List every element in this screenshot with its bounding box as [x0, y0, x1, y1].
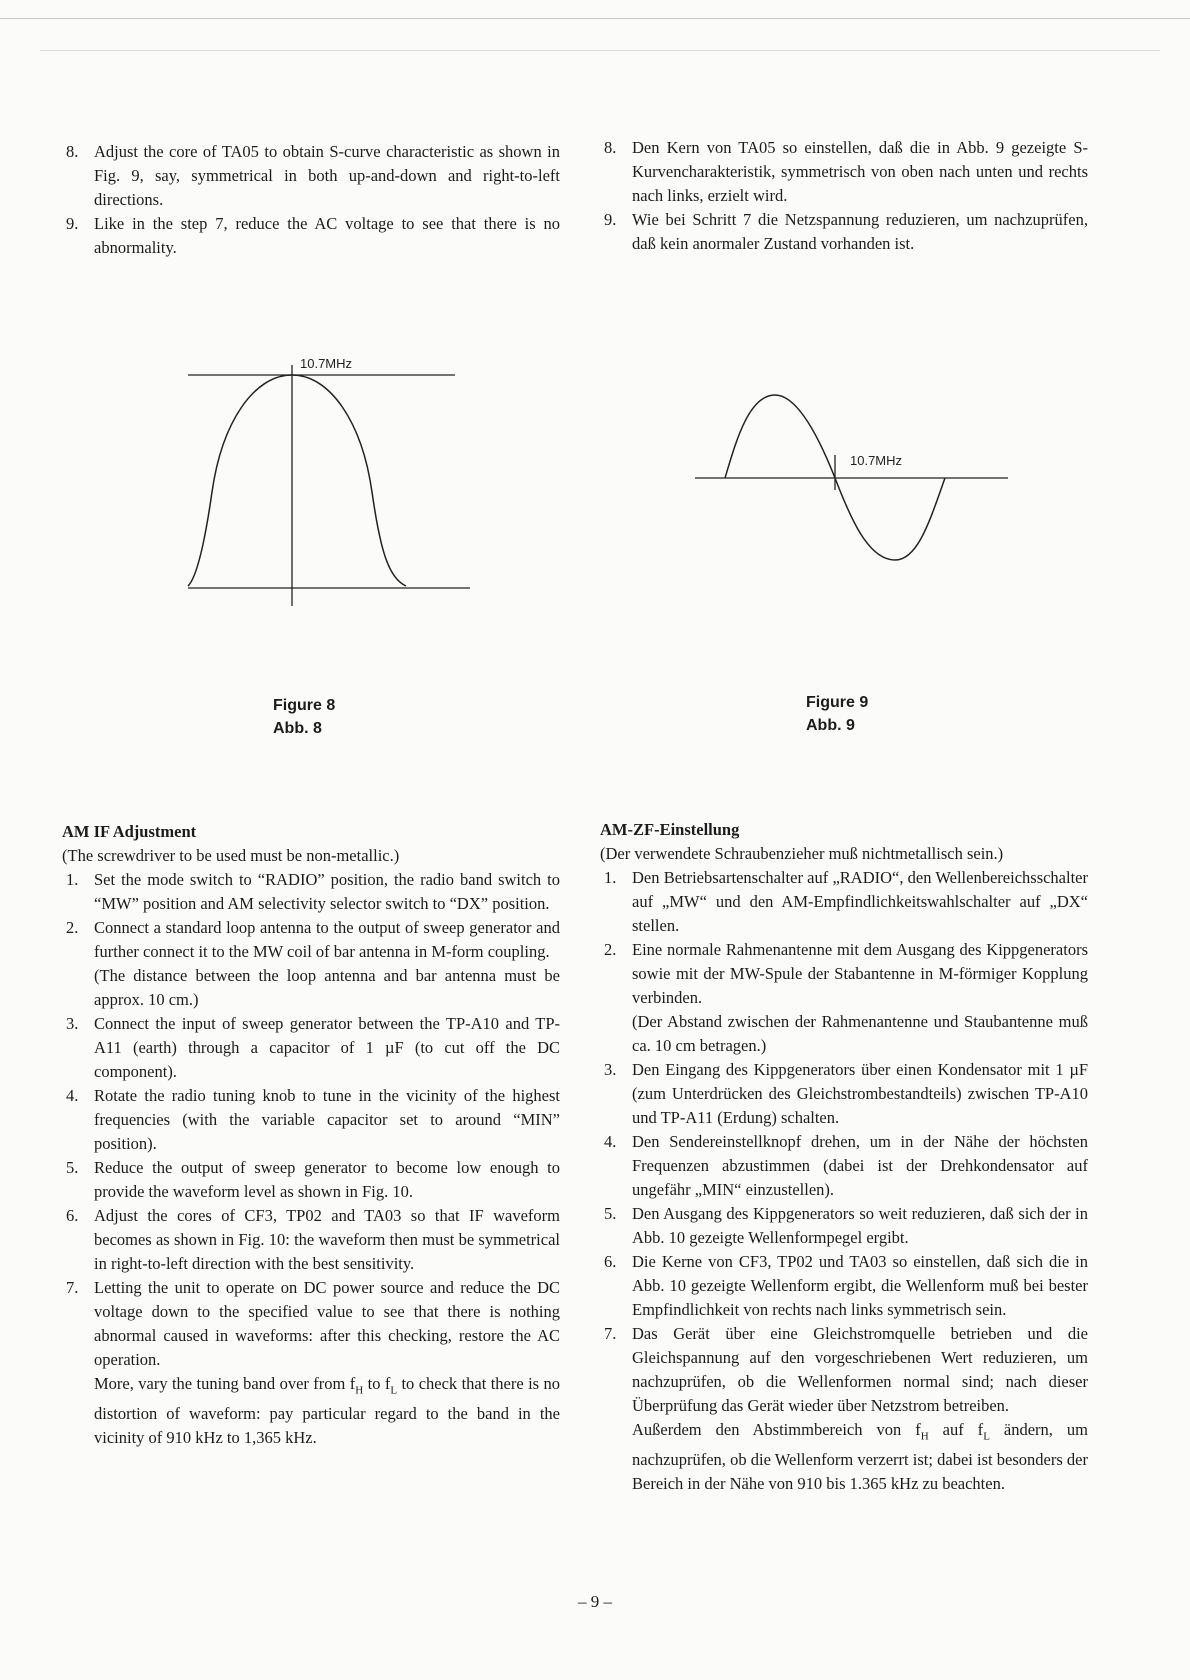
- step-2-note: (The distance between the loop antenna and bar antenna must be approx. 10 cm.): [94, 966, 560, 1009]
- step-item: 3. Den Eingang des Kippgenerators über einen Kondensator mit 1 µF (zum Unterdrücken des Gleichstrombestandteils) zwischen TP-A10 und TP-A11 (Erdung) schalten.: [604, 1060, 1088, 1127]
- figure-9-diagram: [690, 385, 1020, 570]
- figure-9-caption-en: Figure 9: [806, 694, 869, 711]
- figure-8-frequency-label: 10.7MHz: [300, 356, 353, 371]
- figure-9-caption-de: Abb. 9: [806, 717, 855, 734]
- step-item: 8. Adjust the core of TA05 to obtain S-curve characteristic as shown in Fig. 9, say, symmetrical in both up-and-down and right-to-left directions.: [66, 142, 560, 209]
- step-item: 5. Reduce the output of sweep generator to become low enough to provide the waveform level as shown in Fig. 10.: [66, 1158, 560, 1201]
- section-heading: AM IF Adjustment: [62, 822, 197, 841]
- figure-8-diagram: [170, 350, 490, 620]
- step-item: 5. Den Ausgang des Kippgenerators so weit reduzieren, daß sich der in Abb. 10 gezeigte Wellenformpegel ergibt.: [604, 1204, 1088, 1247]
- figure-9-caption: [806, 691, 868, 737]
- figure-8-caption-de: Abb. 8: [273, 720, 322, 737]
- step-item: 3. Connect the input of sweep generator between the TP-A10 and TP-A11 (earth) through a capacitor of 1 µF (to cut off the DC component).: [66, 1014, 560, 1081]
- step-item: 4. Rotate the radio tuning knob to tune in the vicinity of the highest frequencies (with the variable capacitor set to around “MIN” position).: [66, 1086, 560, 1153]
- section-heading: AM-ZF-Einstellung: [600, 820, 740, 839]
- figure-9-frequency-label: 10.7MHz: [850, 453, 903, 468]
- section-intro: (Der verwendete Schraubenzieher muß nichtmetallisch sein.): [600, 844, 1004, 863]
- figure-8-response-curve: [188, 375, 406, 586]
- step-item: 6. Die Kerne von CF3, TP02 und TA03 so einstellen, daß sich die in Abb. 10 gezeigte Wellenform ergibt, die Wellenform muß bei bester Empfindlichkeit von rechts nach links symmetrisch sein.: [604, 1252, 1088, 1319]
- figure-8-caption-en: Figure 8: [273, 697, 336, 714]
- am-if-adjustment-english: [62, 820, 560, 1450]
- figure-8-caption: [273, 694, 335, 740]
- step-item: 1. Set the mode switch to “RADIO” position, the radio band switch to “MW” position and AM selectivity selector switch to “DX” position.: [66, 870, 560, 913]
- am-zf-einstellung-german: [600, 818, 1088, 1496]
- step-item: 4. Den Sendereinstellknopf drehen, um in der Nähe der höchsten Frequenzen abzustimmen (dabei ist der Drehkondensator auf ungefähr „MIN“ einzustellen).: [604, 1132, 1088, 1199]
- page-number: – 9 –: [578, 1592, 612, 1611]
- step-item: 1. Den Betriebsartenschalter auf „RADIO“, den Wellenbereichsschalter auf „MW“ und den AM-Empfindlichkeitswahlschalter auf „DX“ stellen.: [604, 868, 1088, 935]
- step-7-continuation: More, vary the tuning band over from $f_H$ to $f_L$ to check that there is no distortion of waveform: pay particular regard to the band in the vicinity of 910 kHz to 1,365 kHz.: [94, 1374, 560, 1448]
- step-7-continuation: Außerdem den Abstimmbereich von $f_H$ auf $f_L$ ändern, um nachzuprüfen, ob die Wellenform verzerrt ist; dabei ist besonders der Bereich in der Nähe von 910 bis 1.365 kHz zu beachten.: [632, 1420, 1088, 1494]
- top-steps-german: [600, 136, 1088, 256]
- step-item: 9. Wie bei Schritt 7 die Netzspannung reduzieren, um nachzuprüfen, daß kein anormaler Zustand vorhanden ist.: [604, 210, 1088, 253]
- section-intro: (The screwdriver to be used must be non-metallic.): [62, 846, 400, 865]
- step-item: 8. Den Kern von TA05 so einstellen, daß die in Abb. 9 gezeigte S-Kurvencharakteristik, symmetrisch von oben nach unten und rechts nach links, erzielt wird.: [604, 138, 1088, 205]
- top-rule-secondary: [40, 50, 1160, 51]
- top-steps-english: [62, 140, 560, 260]
- top-rule: [0, 18, 1190, 19]
- step-item: 9. Like in the step 7, reduce the AC voltage to see that there is no abnormality.: [66, 214, 560, 257]
- step-item: 6. Adjust the cores of CF3, TP02 and TA03 so that IF waveform becomes as shown in Fig. 10: the waveform then must be symmetrical in right-to-left direction with the best sensitivity.: [66, 1206, 560, 1273]
- step-2-note: (Der Abstand zwischen der Rahmenantenne und Staubantenne muß ca. 10 cm betragen.): [632, 1012, 1088, 1055]
- step-item: 7. Das Gerät über eine Gleichstromquelle betrieben und die Gleichspannung auf den vorgeschriebenen Wert reduzieren, um nachzuprüfen, ob die Wellenformen normal sind; nach dieser Überprüfung das Gerät wieder über Netzstrom betreiben.: [604, 1324, 1088, 1415]
- step-item: 2. Connect a standard loop antenna to the output of sweep generator and further connect it to the MW coil of bar antenna in M-form coupling.: [66, 918, 560, 961]
- step-item: 2. Eine normale Rahmenantenne mit dem Ausgang des Kippgenerators sowie mit der MW-Spule der Stabantenne in M-förmiger Kopplung verbinden.: [604, 940, 1088, 1007]
- step-item: 7. Letting the unit to operate on DC power source and reduce the DC voltage down to the specified value to see that there is nothing abnormal caused in waveforms: after this checking, restore the AC operation.: [66, 1278, 560, 1369]
